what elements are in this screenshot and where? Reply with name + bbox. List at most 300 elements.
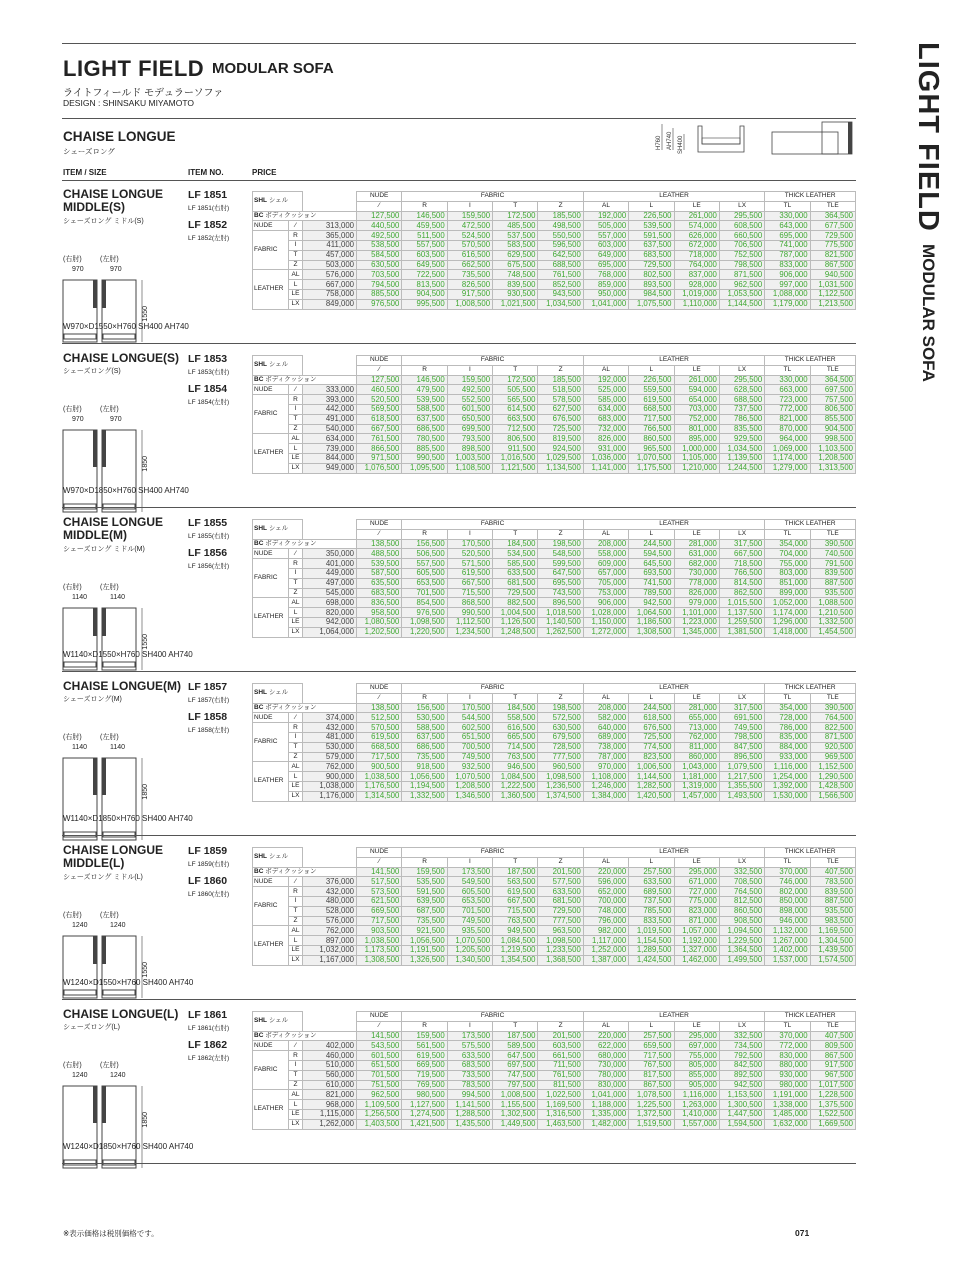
price-cell: 668,500: [629, 404, 674, 414]
price-cell: 839,500: [493, 280, 538, 290]
price-cell: 817,500: [629, 1070, 674, 1080]
price-cell: 1,134,500: [538, 463, 583, 473]
price-cell: 330,000: [765, 375, 810, 385]
depth-dim: 1550: [142, 306, 149, 322]
price-cell: 1,070,500: [629, 453, 674, 463]
price-cell: 584,500: [357, 250, 402, 260]
price-cell: 792,500: [719, 1051, 764, 1061]
price-cell: 1,228,500: [810, 1090, 855, 1100]
price-cell: 669,500: [357, 906, 402, 916]
price-cell: 667,500: [447, 578, 492, 588]
price-cell: 1,222,500: [493, 781, 538, 791]
price-cell: 1,084,500: [493, 936, 538, 946]
price-cell: 777,500: [538, 752, 583, 762]
price-cell: 1,088,000: [765, 289, 810, 299]
price-cell: 677,500: [810, 221, 855, 231]
price-cell: 170,500: [447, 539, 492, 549]
price-cell: 407,500: [810, 867, 855, 877]
price-cell: 695,000: [765, 231, 810, 241]
grade-header: ∕: [357, 1021, 402, 1031]
price-cell: 887,500: [810, 896, 855, 906]
price-cell: 791,500: [810, 559, 855, 569]
shl-label: SHL シェル: [253, 520, 303, 540]
price-cell: 847,500: [719, 742, 764, 752]
section-rule: [62, 507, 856, 508]
width-dim-2: 1140: [110, 594, 126, 601]
price-cell: 449,000: [303, 568, 357, 578]
price-cell: 730,000: [674, 568, 719, 578]
grade-header: ∕: [357, 365, 402, 375]
price-cell: 585,500: [493, 559, 538, 569]
price-cell: 796,000: [583, 916, 628, 926]
item-number-left: LF 1862: [188, 1039, 228, 1051]
price-cell: 733,500: [447, 1070, 492, 1080]
grade-code: L: [289, 608, 303, 618]
price-cell: 871,500: [810, 732, 855, 742]
thick-leather-header: THICK LEATHER: [765, 520, 856, 530]
price-cell: 1,267,000: [765, 936, 810, 946]
price-cell: 729,500: [810, 231, 855, 241]
price-cell: 802,500: [629, 270, 674, 280]
price-cell: 942,500: [629, 598, 674, 608]
price-cell: 763,500: [493, 752, 538, 762]
price-cell: 317,500: [719, 539, 764, 549]
price-cell: 734,500: [719, 1041, 764, 1051]
bc-label: BC ボディクッション: [253, 867, 357, 877]
fabric-header: FABRIC: [402, 1012, 583, 1022]
price-cell: 635,500: [357, 578, 402, 588]
price-cell: 574,000: [674, 221, 719, 231]
price-cell: 601,500: [357, 1051, 402, 1061]
price-cell: 1,038,000: [303, 781, 357, 791]
fabric-header: FABRIC: [402, 684, 583, 694]
price-cell: 1,669,500: [810, 1119, 855, 1129]
nude-header: NUDE: [357, 520, 402, 530]
price-cell: 619,500: [493, 887, 538, 897]
price-cell: 187,500: [493, 867, 538, 877]
svg-text:H760: H760: [656, 135, 662, 150]
price-cell: 244,500: [629, 539, 674, 549]
page-title-jp: ライトフィールド モデュラーソファ: [63, 88, 224, 99]
price-cell: 908,500: [719, 916, 764, 926]
price-cell: 1,439,500: [810, 945, 855, 955]
price-cell: 596,000: [583, 877, 628, 887]
price-cell: 823,500: [629, 752, 674, 762]
price-cell: 402,000: [303, 1041, 357, 1051]
price-cell: 755,000: [765, 559, 810, 569]
price-cell: 1,078,500: [629, 1090, 674, 1100]
item-number-left: LF 1860: [188, 875, 228, 887]
price-cell: 783,500: [810, 877, 855, 887]
price-cell: 1,080,500: [357, 617, 402, 627]
grade-header: R: [402, 529, 447, 539]
grade-header: Z: [538, 857, 583, 867]
price-cell: 1,282,500: [629, 781, 674, 791]
price-cell: 588,500: [402, 723, 447, 733]
grade-header: ∕: [357, 201, 402, 211]
price-cell: 1,140,500: [538, 617, 583, 627]
price-cell: 1,117,000: [583, 936, 628, 946]
item-number-left-sub: LF 1854(左肘): [188, 399, 230, 406]
price-cell: 1,296,000: [765, 617, 810, 627]
price-cell: 525,000: [583, 385, 628, 395]
tax-note: ※表示価格は税別価格です。: [63, 1229, 159, 1238]
price-cell: 1,338,000: [765, 1100, 810, 1110]
grade-header: TL: [765, 365, 810, 375]
price-cell: 208,000: [583, 539, 628, 549]
price-cell: 946,000: [765, 916, 810, 926]
price-cell: 821,000: [765, 414, 810, 424]
product-section: [62, 188, 856, 338]
grade-code: T: [289, 1070, 303, 1080]
grade-header: LE: [674, 529, 719, 539]
price-cell: 850,000: [765, 896, 810, 906]
price-cell: 880,000: [765, 1060, 810, 1070]
price-cell: 712,500: [493, 424, 538, 434]
item-number-left-sub: LF 1856(左肘): [188, 563, 230, 570]
side-title: LIGHT FIELDMODULAR SOFA: [912, 42, 944, 382]
price-cell: 715,500: [447, 588, 492, 598]
price-cell: 860,500: [719, 906, 764, 916]
page-number: 071: [795, 1228, 810, 1238]
price-cell: 569,500: [357, 404, 402, 414]
price-cell: 550,500: [538, 231, 583, 241]
price-cell: 725,500: [538, 424, 583, 434]
grade-header: T: [493, 693, 538, 703]
grade-code: R: [289, 559, 303, 569]
depth-dim: 1850: [142, 456, 149, 472]
grade-header: TLE: [810, 365, 855, 375]
grade-header: L: [629, 857, 674, 867]
grade-header: T: [493, 365, 538, 375]
price-cell: 942,000: [303, 617, 357, 627]
price-cell: 633,500: [493, 568, 538, 578]
price-cell: 1,219,500: [493, 945, 538, 955]
price-cell: 729,500: [493, 588, 538, 598]
price-cell: 885,500: [402, 444, 447, 454]
price-cell: 855,000: [674, 1070, 719, 1080]
price-cell: 735,500: [402, 916, 447, 926]
price-cell: 686,500: [402, 424, 447, 434]
grade-code: Z: [289, 588, 303, 598]
price-cell: 591,500: [402, 887, 447, 897]
price-cell: 735,500: [402, 752, 447, 762]
price-cell: 390,500: [810, 703, 855, 713]
grade-code: I: [289, 732, 303, 742]
price-cell: 570,500: [447, 240, 492, 250]
price-cell: 669,500: [402, 1060, 447, 1070]
shl-label: SHL シェル: [253, 356, 303, 376]
price-cell: 741,500: [629, 578, 674, 588]
grade-header: TL: [765, 1021, 810, 1031]
price-cell: 871,000: [674, 916, 719, 926]
price-cell: 949,000: [303, 463, 357, 473]
price-cell: 647,500: [493, 1051, 538, 1061]
price-cell: 935,500: [447, 926, 492, 936]
price-cell: 226,500: [629, 375, 674, 385]
grade-code: AL: [289, 270, 303, 280]
price-cell: 700,000: [583, 896, 628, 906]
fabric-row-label: FABRIC: [253, 723, 289, 762]
price-cell: 603,500: [402, 250, 447, 260]
bc-label: BC ボディクッション: [253, 375, 357, 385]
price-cell: 619,500: [447, 568, 492, 578]
price-cell: 1,364,500: [719, 945, 764, 955]
price-cell: 1,381,500: [719, 627, 764, 637]
price-cell: 579,000: [303, 752, 357, 762]
price-cell: 1,435,500: [447, 1119, 492, 1129]
price-cell: 201,500: [538, 867, 583, 877]
size-spec: W970×D1550×H760 SH400 AH740: [63, 322, 189, 331]
price-cell: 1,428,500: [810, 781, 855, 791]
price-cell: 616,500: [447, 250, 492, 260]
grade-header: I: [447, 857, 492, 867]
item-number-left: LF 1852: [188, 219, 228, 231]
price-cell: 1,316,500: [538, 1109, 583, 1119]
price-cell: 1,098,500: [538, 772, 583, 782]
price-cell: 762,000: [674, 732, 719, 742]
price-cell: 1,566,500: [810, 791, 855, 801]
grade-code: AL: [289, 434, 303, 444]
item-number-left-sub: LF 1862(左肘): [188, 1055, 230, 1062]
price-cell: 571,500: [447, 559, 492, 569]
price-cell: 639,500: [402, 896, 447, 906]
price-cell: 1,248,500: [493, 627, 538, 637]
price-cell: 667,500: [719, 549, 764, 559]
price-cell: 729,500: [538, 906, 583, 916]
price-cell: 332,500: [719, 1031, 764, 1041]
price-cell: 971,500: [357, 453, 402, 463]
price-cell: 141,500: [357, 867, 402, 877]
price-cell: 596,500: [538, 240, 583, 250]
price-cell: 774,500: [629, 742, 674, 752]
grade-code: LE: [289, 453, 303, 463]
leather-header: LEATHER: [583, 1012, 764, 1022]
price-cell: 1,034,500: [719, 444, 764, 454]
price-cell: 898,500: [447, 444, 492, 454]
price-cell: 896,500: [719, 752, 764, 762]
price-cell: 1,499,500: [719, 955, 764, 965]
grade-header: LX: [719, 201, 764, 211]
product-section: [62, 1008, 856, 1158]
price-cell: 935,500: [810, 588, 855, 598]
price-cell: 1,141,500: [447, 1100, 492, 1110]
price-cell: 866,500: [357, 444, 402, 454]
price-cell: 994,500: [447, 1090, 492, 1100]
price-cell: 764,500: [719, 887, 764, 897]
price-cell: 762,000: [303, 762, 357, 772]
price-cell: 836,500: [357, 598, 402, 608]
svg-text:AH740: AH740: [667, 131, 673, 150]
price-cell: 844,000: [303, 453, 357, 463]
price-cell: 1,070,500: [447, 772, 492, 782]
price-cell: 244,500: [629, 703, 674, 713]
price-cell: 640,000: [583, 723, 628, 733]
price-cell: 1,175,500: [629, 463, 674, 473]
price-cell: 667,500: [357, 424, 402, 434]
col-item-size: ITEM / SIZE: [63, 168, 107, 177]
price-cell: 663,500: [493, 414, 538, 424]
price-cell: 1,300,500: [719, 1100, 764, 1110]
price-cell: 676,500: [538, 414, 583, 424]
price-cell: 1,041,000: [583, 299, 628, 309]
price-cell: 680,000: [583, 1051, 628, 1061]
price-cell: 931,000: [583, 444, 628, 454]
price-cell: 826,000: [583, 434, 628, 444]
price-cell: 701,500: [447, 906, 492, 916]
price-cell: 662,500: [447, 260, 492, 270]
price-cell: 370,000: [765, 867, 810, 877]
grade-code: R: [289, 231, 303, 241]
price-cell: 786,000: [765, 723, 810, 733]
price-cell: 1,194,500: [402, 781, 447, 791]
price-cell: 830,000: [765, 1051, 810, 1061]
price-cell: 1,274,500: [402, 1109, 447, 1119]
price-cell: 524,500: [447, 231, 492, 241]
price-cell: 1,084,500: [493, 772, 538, 782]
price-cell: 1,223,000: [674, 617, 719, 627]
grade-header: R: [402, 201, 447, 211]
columns-rule: [62, 180, 856, 181]
price-cell: 743,500: [538, 588, 583, 598]
leather-row-label: LEATHER: [253, 434, 289, 473]
price-cell: 728,000: [765, 713, 810, 723]
price-cell: 748,000: [583, 906, 628, 916]
price-cell: 960,500: [538, 762, 583, 772]
depth-dim: 1550: [142, 634, 149, 650]
price-cell: 364,500: [810, 211, 855, 221]
price-cell: 867,500: [629, 1080, 674, 1090]
price-cell: 401,000: [303, 559, 357, 569]
price-cell: 737,500: [629, 896, 674, 906]
price-cell: 503,000: [303, 260, 357, 270]
price-cell: 1,340,500: [447, 955, 492, 965]
grade-header: Z: [538, 365, 583, 375]
price-cell: 814,500: [719, 578, 764, 588]
price-cell: 1,141,000: [583, 463, 628, 473]
price-cell: 583,500: [493, 240, 538, 250]
price-cell: 1,208,500: [447, 781, 492, 791]
leather-header: LEATHER: [583, 192, 764, 202]
grade-code: LX: [289, 791, 303, 801]
depth-dim: 1850: [142, 1112, 149, 1128]
price-cell: 717,500: [357, 916, 402, 926]
thick-leather-header: THICK LEATHER: [765, 356, 856, 366]
product-name-jp: シェーズロング ミドル(M): [63, 546, 145, 553]
price-cell: 1,375,500: [810, 1100, 855, 1110]
price-cell: 1,079,500: [719, 762, 764, 772]
price-cell: 982,000: [583, 926, 628, 936]
price-cell: 761,500: [538, 1070, 583, 1080]
price-cell: 172,500: [493, 375, 538, 385]
grade-header: AL: [583, 529, 628, 539]
price-cell: 1,229,500: [719, 936, 764, 946]
price-cell: 682,000: [674, 559, 719, 569]
price-cell: 667,000: [303, 280, 357, 290]
price-cell: 811,000: [674, 742, 719, 752]
price-cell: 849,000: [303, 299, 357, 309]
price-cell: 859,000: [583, 280, 628, 290]
width-dim-2: 970: [110, 266, 122, 273]
price-cell: 1,028,000: [583, 608, 628, 618]
grade-header: L: [629, 201, 674, 211]
price-cell: 833,000: [765, 260, 810, 270]
grade-header: LX: [719, 693, 764, 703]
price-cell: 520,500: [357, 395, 402, 405]
size-spec: W1140×D1550×H760 SH400 AH740: [63, 650, 193, 659]
price-cell: 783,500: [447, 1080, 492, 1090]
price-cell: 1,174,000: [765, 453, 810, 463]
price-cell: 1,262,500: [538, 627, 583, 637]
price-cell: 618,500: [629, 713, 674, 723]
price-cell: 1,192,000: [674, 936, 719, 946]
price-cell: 1,132,000: [765, 926, 810, 936]
grade-header: Z: [538, 201, 583, 211]
grade-code: L: [289, 280, 303, 290]
price-cell: 1,368,500: [538, 955, 583, 965]
price-cell: 1,463,500: [538, 1119, 583, 1129]
price-cell: 1,304,500: [810, 936, 855, 946]
grade-code: L: [289, 936, 303, 946]
price-cell: 798,500: [719, 732, 764, 742]
price-cell: 896,500: [538, 598, 583, 608]
price-cell: 184,500: [493, 703, 538, 713]
grade-header: LX: [719, 857, 764, 867]
grade-code: I: [289, 568, 303, 578]
price-cell: 654,000: [674, 395, 719, 405]
price-cell: 1,403,500: [357, 1119, 402, 1129]
price-cell: 159,500: [447, 211, 492, 221]
price-cell: 330,000: [765, 211, 810, 221]
nude-row-label: NUDE: [253, 549, 289, 559]
grade-code: LX: [289, 1119, 303, 1129]
grade-header: Z: [538, 1021, 583, 1031]
price-cell: 867,500: [810, 260, 855, 270]
price-cell: 718,000: [674, 250, 719, 260]
price-cell: 683,500: [629, 250, 674, 260]
price-cell: 185,500: [538, 375, 583, 385]
price-cell: 1,594,500: [719, 1119, 764, 1129]
price-cell: 1,181,000: [674, 772, 719, 782]
price-cell: 257,500: [629, 1031, 674, 1041]
leather-row-label: LEATHER: [253, 762, 289, 801]
price-cell: 686,500: [402, 742, 447, 752]
price-cell: 1,217,500: [719, 772, 764, 782]
grade-header: I: [447, 201, 492, 211]
price-cell: 689,500: [629, 887, 674, 897]
price-cell: 882,500: [493, 598, 538, 608]
price-cell: 1,384,000: [583, 791, 628, 801]
price-cell: 172,500: [493, 211, 538, 221]
price-cell: 1,103,500: [810, 444, 855, 454]
price-cell: 805,000: [674, 1060, 719, 1070]
price-cell: 1,374,500: [538, 791, 583, 801]
price-cell: 667,500: [493, 896, 538, 906]
price-cell: 786,500: [719, 414, 764, 424]
price-cell: 576,000: [303, 916, 357, 926]
price-cell: 1,256,500: [357, 1109, 402, 1119]
price-cell: 599,500: [538, 559, 583, 569]
price-cell: 1,314,500: [357, 791, 402, 801]
price-cell: 1,332,500: [402, 791, 447, 801]
grade-code: LE: [289, 617, 303, 627]
price-cell: 697,000: [674, 1041, 719, 1051]
price-cell: 663,000: [765, 385, 810, 395]
price-cell: 573,500: [357, 887, 402, 897]
price-cell: 1,179,000: [765, 299, 810, 309]
price-cell: 727,000: [674, 887, 719, 897]
price-cell: 491,000: [303, 414, 357, 424]
